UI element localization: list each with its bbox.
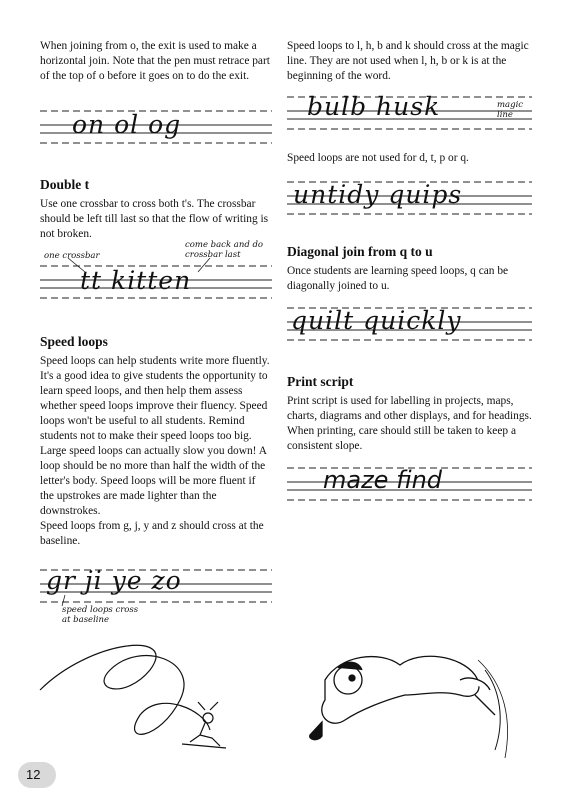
sample-quilt-quickly: quilt quickly [291, 306, 462, 335]
note-speed-loops-cross: speed loops cross at baseline [62, 605, 139, 625]
diagonal-join-heading: Diagonal join from q to u [287, 244, 433, 259]
sample-double-t: tt kitten [80, 266, 192, 295]
double-t-heading: Double t [40, 177, 90, 192]
sample-bulb-husk: bulb husk [307, 92, 441, 121]
sample-o-joins: on ol og [72, 110, 182, 139]
leaping-dog-illustration [300, 640, 520, 765]
sample-untidy-quips: untidy quips [293, 180, 463, 209]
note-magic-line: magic line [497, 100, 524, 120]
speed-loop-trail-illustration [30, 630, 260, 760]
print-script-paragraph: Print script is used for labelling in projects, maps, charts, diagrams and other displays, and for headings. When printing, care should still be taken to keep a consistent slope. [287, 395, 532, 452]
note-one-crossbar: one crossbar [44, 251, 100, 261]
no-speed-loops-paragraph: Speed loops are not used for d, t, p or q. [287, 152, 469, 164]
sample-speed-loops-baseline: gr ji ye zo [46, 566, 182, 595]
print-script-heading: Print script [287, 374, 354, 389]
speed-loops-paragraph: Speed loops can help students write more fluently. It's a good idea to give students the opportunity to learn speed loops, and then help them assess whether speed loops improve their fluency. Speed loops won't be useful to all students. Remind students not to make their speed loops too big. Large speed loops can actually slow you down! A loop should be no more than half the width of the letter's body. Speed loops will be more fluent if the upstrokes are made lighter than the downstrokes. [40, 355, 270, 517]
speed-loops-magic-paragraph: Speed loops to l, h, b and k should cross at the magic line. They are not used when l, h, b or k is at the beginning of the word. [287, 40, 529, 82]
intro-paragraph: When joining from o, the exit is used to make a horizontal join. Note that the pen must retrace part of the top of o before it goes on to do the exit. [40, 40, 270, 82]
note-crossbar-last: come back and do crossbar last [185, 240, 264, 260]
diagonal-join-paragraph: Once students are learning speed loops, q can be diagonally joined to u. [287, 265, 509, 292]
speed-loops-heading: Speed loops [40, 334, 108, 349]
speed-loops-baseline-paragraph: Speed loops from g, j, y and z should cross at the baseline. [40, 520, 264, 547]
double-t-paragraph: Use one crossbar to cross both t's. The crossbar should be left till last so that the flow of writing is not broken. [40, 198, 269, 240]
page-number: 12 [18, 762, 56, 788]
sample-maze-find: maze find [323, 466, 443, 494]
